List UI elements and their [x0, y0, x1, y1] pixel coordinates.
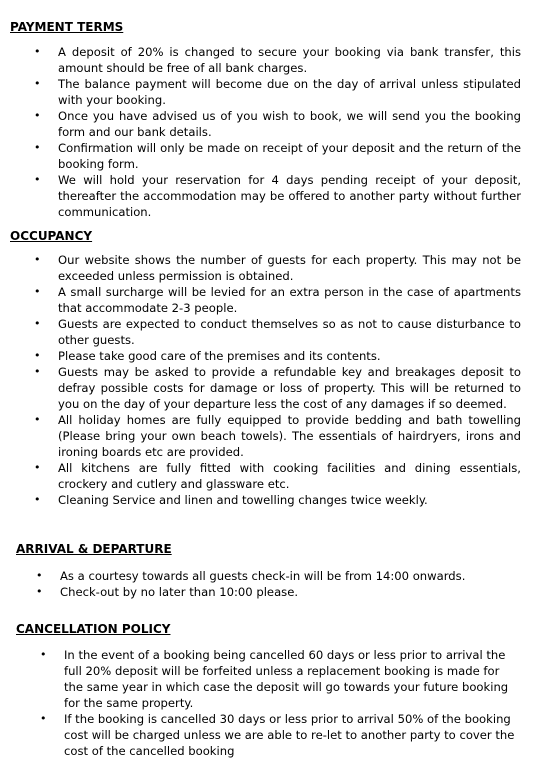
- list-item: [0, 584, 549, 600]
- list-item: [0, 44, 549, 76]
- bullet-icon: •: [34, 253, 41, 266]
- cancellation-policy-section: [0, 621, 549, 759]
- list-item: [0, 412, 549, 460]
- list-item-text: Once you have advised us of you wish to book, we will send you the booking form and our bank details.: [58, 109, 521, 139]
- occupancy-list: [0, 252, 549, 508]
- list-item: [0, 460, 549, 492]
- bullet-icon: •: [40, 648, 47, 661]
- list-item: [0, 316, 549, 348]
- list-item-text: Check-out by no later than 10:00 please.: [60, 585, 299, 599]
- bullet-icon: •: [34, 461, 41, 474]
- payment-terms-section: [0, 19, 549, 220]
- list-item-text: A deposit of 20% is changed to secure your booking via bank transfer, this amount should be free of all bank charges.: [58, 45, 521, 75]
- bullet-icon: •: [34, 349, 41, 362]
- list-item: [0, 140, 549, 172]
- list-item-text: As a courtesy towards all guests check-in will be from 14:00 onwards.: [60, 569, 466, 583]
- cancellation-policy-heading: CANCELLATION POLICY: [16, 622, 171, 636]
- list-item-text: All holiday homes are fully equipped to provide bedding and bath towelling (Please bring your own beach towels). The essentials of hairdryers, irons and ironing boards etc are provided.: [58, 413, 521, 459]
- list-item-text: Guests may be asked to provide a refundable key and breakages deposit to defray possible costs for damage or loss of property. This will be returned to you on the day of your departure less the cost of any damages if so deemed.: [58, 365, 521, 411]
- list-item-text: We will hold your reservation for 4 days pending receipt of your deposit, thereafter the accommodation may be offered to another party without further communication.: [58, 173, 521, 219]
- bullet-icon: •: [34, 285, 41, 298]
- list-item-text: A small surcharge will be levied for an extra person in the case of apartments that accommodate 2-3 people.: [58, 285, 521, 315]
- list-item: [0, 568, 549, 584]
- bullet-icon: •: [34, 493, 41, 506]
- occupancy-section: [0, 228, 549, 508]
- bullet-icon: •: [36, 569, 43, 582]
- list-item-text: All kitchens are fully fitted with cooking facilities and dining essentials, crockery and cutlery and glassware etc.: [58, 461, 521, 491]
- list-item-text: Please take good care of the premises and its contents.: [58, 349, 381, 363]
- cancellation-policy-list: [0, 647, 549, 759]
- list-item: [0, 76, 549, 108]
- list-item-text: Our website shows the number of guests for each property. This may not be exceeded unless permission is obtained.: [58, 253, 521, 283]
- bullet-icon: •: [34, 77, 41, 90]
- bullet-icon: •: [34, 45, 41, 58]
- list-item: [0, 108, 549, 140]
- list-item: [0, 252, 549, 284]
- list-item-text: If the booking is cancelled 30 days or less prior to arrival 50% of the booking cost will be charged unless we are able to re-let to another party to cover the cost of the cancelled booking: [64, 712, 515, 758]
- arrival-departure-list: [0, 568, 549, 600]
- list-item: [0, 172, 549, 220]
- list-item: [0, 711, 549, 759]
- list-item: [0, 647, 549, 711]
- bullet-icon: •: [34, 365, 41, 378]
- arrival-departure-heading: ARRIVAL & DEPARTURE: [16, 542, 172, 556]
- bullet-icon: •: [36, 585, 43, 598]
- list-item: [0, 492, 549, 508]
- list-item-text: The balance payment will become due on the day of arrival unless stipulated with your booking.: [58, 77, 521, 107]
- list-item: [0, 364, 549, 412]
- list-item-text: In the event of a booking being cancelled 60 days or less prior to arrival the full 20% deposit will be forfeited unless a replacement booking is made for the same year in which case the deposit will go towards your future booking for the same property.: [64, 648, 509, 710]
- bullet-icon: •: [34, 317, 41, 330]
- bullet-icon: •: [40, 712, 47, 725]
- bullet-icon: •: [34, 173, 41, 186]
- list-item-text: Confirmation will only be made on receipt of your deposit and the return of the booking form.: [58, 141, 521, 171]
- list-item-text: Cleaning Service and linen and towelling changes twice weekly.: [58, 493, 428, 507]
- list-item: [0, 348, 549, 364]
- payment-terms-list: [0, 44, 549, 220]
- bullet-icon: •: [34, 141, 41, 154]
- payment-terms-heading: PAYMENT TERMS: [10, 20, 124, 34]
- occupancy-heading: OCCUPANCY: [10, 229, 93, 243]
- list-item: [0, 284, 549, 316]
- arrival-departure-section: [0, 541, 549, 600]
- bullet-icon: •: [34, 109, 41, 122]
- bullet-icon: •: [34, 413, 41, 426]
- list-item-text: Guests are expected to conduct themselves so as not to cause disturbance to other guests.: [58, 317, 521, 347]
